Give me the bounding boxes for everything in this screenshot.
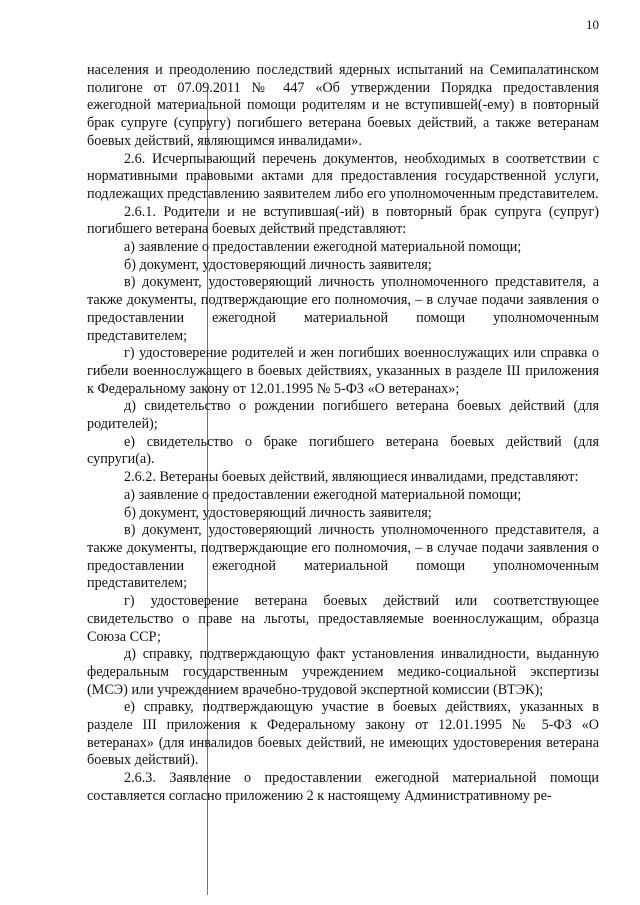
list-item-e: е) свидетельство о браке погибшего ветерана боевых действий (для супруги(а). — [87, 433, 599, 468]
list-item-g: г) удостоверение ветерана боевых действий или соответствующее свидетельство о праве на льготы, предоставляемые военнослужащим, образца Союза ССР; — [87, 593, 599, 645]
list-item-a: а) заявление о предоставлении ежегодной материальной помощи; — [124, 486, 522, 503]
list-item-d: д) справку, подтверждающую факт установления инвалидности, выданную федеральным государственным учреждением медико-социальной экспертизы (МСЭ) или учреждением врачебно-трудовой экспертной комиссии (ВТЭК); — [87, 646, 599, 698]
list-item-b: б) документ, удостоверяющий личность заявителя; — [124, 256, 432, 273]
list-item-g: г) удостоверение родителей и жен погибших военнослужащих или справка о гибели военнослужащего в боевых действиях, указанных в разделе III приложения к Федеральному закону от 12.01.1995 № 5-ФЗ «О ветеранах»; — [87, 345, 599, 397]
list-item-e: е) справку, подтверждающую участие в боевых действиях, указанных в разделе III приложения к Федеральному закону от 12.01.1995 № 5-ФЗ «О ветеранах» (для инвалидов боевых действий, не имеющих удостоверения ветерана боевых действий). — [87, 699, 599, 769]
list-item-b: б) документ, удостоверяющий личность заявителя; — [124, 504, 432, 521]
list-item-v: в) документ, удостоверяющий личность уполномоченного представителя, а также документы, подтверждающие его полномочия, – в случае подачи заявления о предоставлении ежегодной материальной помощи уполномоченным представителем; — [87, 274, 599, 344]
document-body — [87, 62, 599, 806]
paragraph-2-6-1: 2.6.1. Родители и не вступившая(-ий) в повторный брак супруга (супруг) погибшего ветерана боевых действий представляют: — [87, 203, 599, 238]
list-item-d: д) свидетельство о рождении погибшего ветерана боевых действий (для родителей); — [87, 398, 599, 433]
paragraph-continuation: населения и преодолению последствий ядерных испытаний на Семипалатинском полигоне от 07.09.2011 № 447 «Об утверждении Порядка предоставления ежегодной материальной помощи родителям и не вступившей(-ему) в повторный брак супруге (супругу) погибшего ветерана боевых действий, а также ветеранам боевых действий, являющимся инвалидами». — [87, 62, 599, 149]
page-number: 10 — [586, 17, 599, 32]
paragraph-2-6-2: 2.6.2. Ветераны боевых действий, являющиеся инвалидами, представляют: — [124, 469, 579, 486]
paragraph-2-6: 2.6. Исчерпывающий перечень документов, необходимых в соответствии с нормативными правовыми актами для предоставления государственной услуги, подлежащих представлению заявителем либо его уполномоченным представителем. — [87, 150, 599, 202]
list-item-a: а) заявление о предоставлении ежегодной материальной помощи; — [124, 239, 522, 256]
paragraph-2-6-3: 2.6.3. Заявление о предоставлении ежегодной материальной помощи составляется согласно приложению 2 к настоящему Административному ре- — [87, 770, 599, 804]
list-item-v: в) документ, удостоверяющий личность уполномоченного представителя, а также документы, подтверждающие его полномочия, – в случае подачи заявления о предоставлении ежегодной материальной помощи уполномоченным представителем; — [87, 522, 599, 592]
